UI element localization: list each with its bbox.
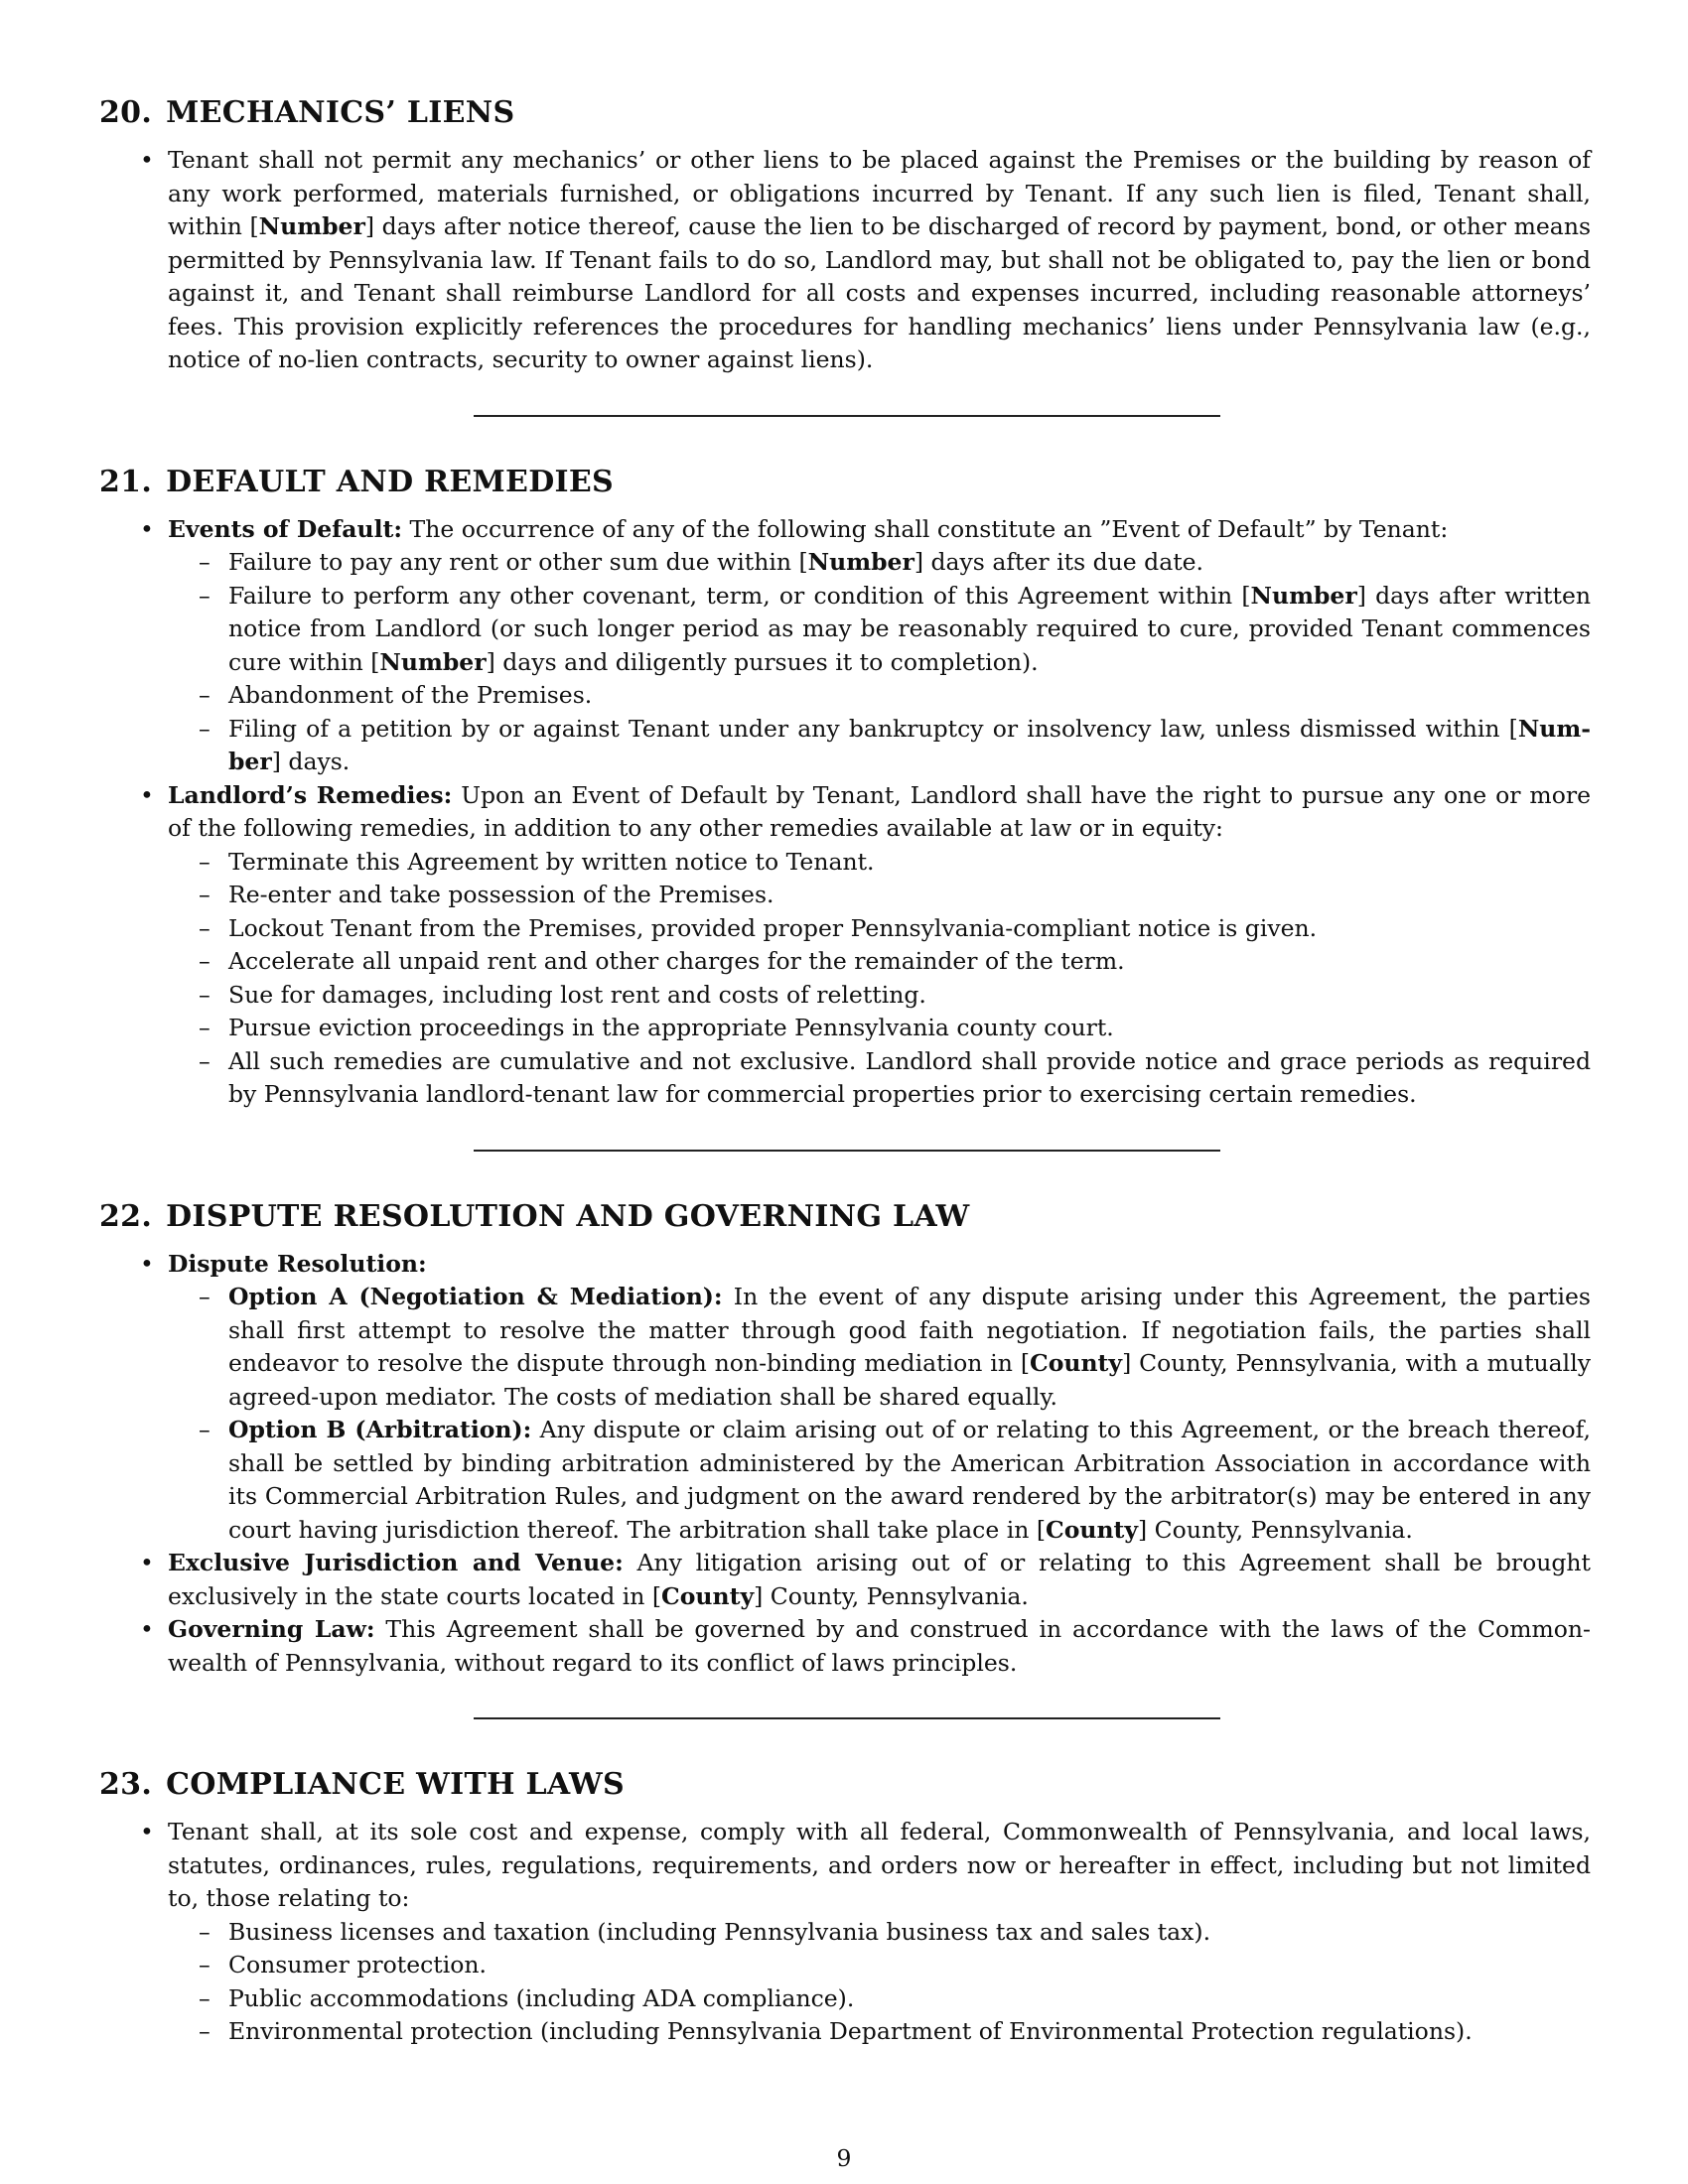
sub-list [168, 1281, 1591, 1547]
sub-list-item: – Re-enter and take possession of the Premises. [228, 879, 1591, 912]
section-21 [99, 465, 1591, 1112]
sub-list-item: – Pursue eviction proceedings in the appropriate Pennsylvania county court. [228, 1012, 1591, 1045]
sub-list-item: – Accelerate all unpaid rent and other charges for the remainder of the term. [228, 945, 1591, 979]
list-item: • Landlord’s Remedies: Upon an Event of Default by Tenant, Landlord shall have the right to pursue any one or more of the following remedies, in addition to any other remedies available at law or in equity: – Terminate this Agreement by written notice to Tenant. – Re-enter and take possession of the Premises. – Lockout Tenant from the Premises, provided proper Pennsylvania-compliant notice is given. – Accelerate all unpaid rent and other charges for the remainder of the term. – Sue for damages, including lost rent and costs of reletting. – Pursue eviction proceedings in the appropriate Pennsylvania county court. – All such remedies are cumulative and not exclusive. Landlord shall provide notice and grace periods as required by Pennsylvania landlord-tenant law for commercial properties prior to exercising certain remedies. [168, 779, 1591, 1112]
section-heading: 21. DEFAULT AND REMEDIES [99, 464, 614, 499]
section-divider [474, 1717, 1220, 1719]
section-heading: 20. MECHANICS’ LIENS [99, 95, 515, 130]
sub-list-item: – Abandonment of the Premises. [228, 679, 1591, 713]
sub-list [168, 846, 1591, 1112]
list-item: • Dispute Resolution: – Option A (Negotiation & Mediation): In the event of any dispute arising under this Agreement, the parties shall first attempt to resolve the matter through good faith negotiation. If negotiation fails, the parties shall endeavor to resolve the dispute through non-binding mediation in [County] County, Pennsylvania, with a mutually agreed-upon mediator. The costs of mediation shall be shared equally. – Option B (Arbitration): Any dispute or claim arising out of or relating to this Agreement, or the breach thereof, shall be settled by binding arbitration administered by the American Arbitration Association in accordance with its Commercial Arbitration Rules, and judgment on the award rendered by the arbitrator(s) may be entered in any court having jurisdiction thereof. The arbitration shall take place in [County] County, Pennsylvania. [168, 1248, 1591, 1548]
sub-list-item: – Filing of a petition by or against Tenant under any bankruptcy or insolvency law, unless dismissed within [Num-ber] days. [228, 713, 1591, 779]
section-20 [99, 95, 1591, 377]
sub-list-item: – Terminate this Agreement by written notice to Tenant. [228, 846, 1591, 880]
bullet-list [99, 1816, 1591, 2049]
page-number: 9 [836, 2144, 852, 2172]
list-item: • Tenant shall, at its sole cost and expense, comply with all federal, Commonwealth of Pennsylvania, and local laws, statutes, ordinances, rules, regulations, requirements, and orders now or hereafter in effect, including but not limited to, those relating to: – Business licenses and taxation (including Pennsylvania business tax and sales tax). – Consumer protection. – Public accommodations (including ADA compliance). – Environmental protection (including Pennsylvania Department of Environmental Protection regulations). [168, 1816, 1591, 2049]
section-23 [99, 1767, 1591, 2049]
sub-list-item: – Environmental protection (including Pennsylvania Department of Environmental Protection regulations). [228, 2015, 1591, 2049]
sub-list [168, 546, 1591, 779]
section-divider [474, 415, 1220, 417]
document-page [99, 95, 1591, 2049]
section-22 [99, 1199, 1591, 1681]
sub-list-item: – Option A (Negotiation & Mediation): In the event of any dispute arising under this Agreement, the parties shall first attempt to resolve the matter through good faith negotiation. If negotiation fails, the parties shall endeavor to resolve the dispute through non-binding mediation in [County] County, Pennsylvania, with a mutually agreed-upon mediator. The costs of mediation shall be shared equally. [228, 1281, 1591, 1414]
sub-list-item: – Sue for damages, including lost rent and costs of reletting. [228, 979, 1591, 1013]
sub-list-item: – Lockout Tenant from the Premises, provided proper Pennsylvania-compliant notice is given. [228, 912, 1591, 946]
sub-list-item: – Failure to pay any rent or other sum due within [Number] days after its due date. [228, 546, 1591, 580]
sub-list-item: – Option B (Arbitration): Any dispute or claim arising out of or relating to this Agreement, or the breach thereof, shall be settled by binding arbitration administered by the American Arbitration Association in accordance with its Commercial Arbitration Rules, and judgment on the award rendered by the arbitrator(s) may be entered in any court having jurisdiction thereof. The arbitration shall take place in [County] County, Pennsylvania. [228, 1414, 1591, 1547]
section-heading: 23. COMPLIANCE WITH LAWS [99, 1767, 625, 1802]
bullet-list [99, 1248, 1591, 1681]
list-item: • Governing Law: This Agreement shall be governed by and construed in accordance with the laws of the Common-wealth of Pennsylvania, without regard to its conflict of laws principles. [168, 1613, 1591, 1680]
sub-list-item: – All such remedies are cumulative and not exclusive. Landlord shall provide notice and grace periods as required by Pennsylvania landlord-tenant law for commercial properties prior to exercising certain remedies. [228, 1045, 1591, 1112]
bullet-list [99, 513, 1591, 1112]
bullet-list [99, 144, 1591, 377]
list-item: • Events of Default: The occurrence of any of the following shall constitute an ”Event of Default” by Tenant: – Failure to pay any rent or other sum due within [Number] days after its due date. – Failure to perform any other covenant, term, or condition of this Agreement within [Number] days after written notice from Landlord (or such longer period as may be reasonably required to cure, provided Tenant commences cure within [Number] days and diligently pursues it to completion). – Abandonment of the Premises. – Filing of a petition by or against Tenant under any bankruptcy or insolvency law, unless dismissed within [Num-ber] days. [168, 513, 1591, 779]
section-heading: 22. DISPUTE RESOLUTION AND GOVERNING LAW [99, 1198, 970, 1234]
sub-list-item: – Business licenses and taxation (including Pennsylvania business tax and sales tax). [228, 1916, 1591, 1950]
section-divider [474, 1150, 1220, 1152]
sub-list-item: – Consumer protection. [228, 1949, 1591, 1982]
list-item: • Exclusive Jurisdiction and Venue: Any litigation arising out of or relating to this Agreement shall be brought exclusively in the state courts located in [County] County, Pennsylvania. [168, 1547, 1591, 1613]
sub-list-item: – Failure to perform any other covenant, term, or condition of this Agreement within [Number] days after written notice from Landlord (or such longer period as may be reasonably required to cure, provided Tenant commences cure within [Number] days and diligently pursues it to completion). [228, 580, 1591, 680]
list-item: • Tenant shall not permit any mechanics’ or other liens to be placed against the Premises or the building by reason of any work performed, materials furnished, or obligations incurred by Tenant. If any such lien is filed, Tenant shall, within [Number] days after notice thereof, cause the lien to be discharged of record by payment, bond, or other means permitted by Pennsylvania law. If Tenant fails to do so, Landlord may, but shall not be obligated to, pay the lien or bond against it, and Tenant shall reimburse Landlord for all costs and expenses incurred, including reasonable attorneys’ fees. This provision explicitly references the procedures for handling mechanics’ liens under Pennsylvania law (e.g., notice of no-lien contracts, security to owner against liens). [168, 144, 1591, 377]
sub-list-item: – Public accommodations (including ADA compliance). [228, 1982, 1591, 2016]
sub-list [168, 1916, 1591, 2049]
